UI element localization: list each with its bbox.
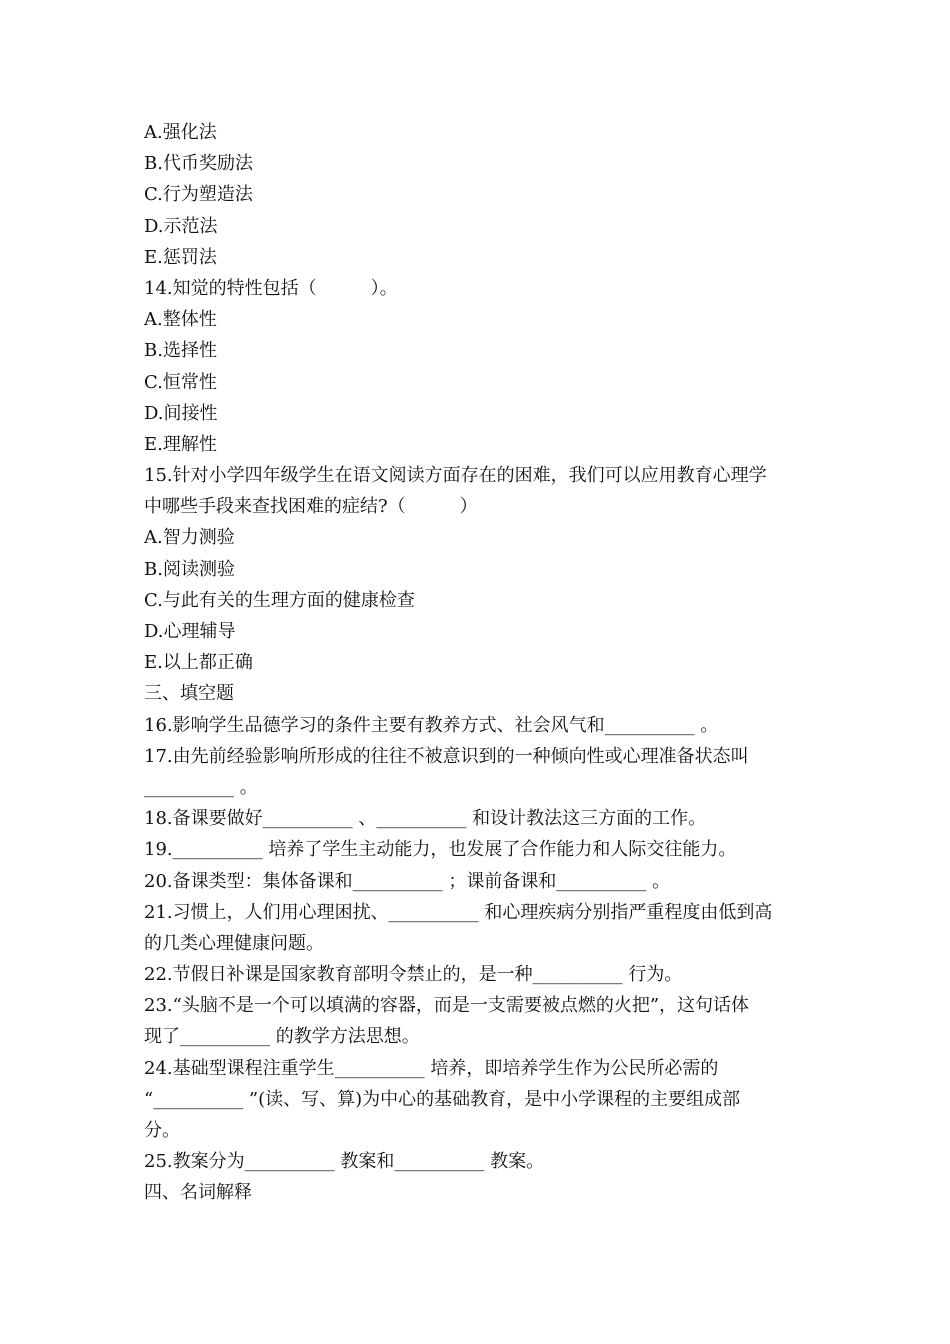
question-20: 20.备课类型：集体备课和__________ ；课前备课和__________ 。 — [144, 870, 671, 892]
question-15: 15.针对小学四年级学生在语文阅读方面存在的困难，我们可以应用教育心理学 中哪些手段来查找困难的症结?（ ） — [144, 465, 767, 518]
q14-option-c: C.恒常性 — [144, 371, 217, 393]
q15-option-a: A.智力测验 — [144, 527, 235, 549]
q15-option-d: D.心理辅导 — [144, 621, 236, 642]
q14-option-a: A.整体性 — [144, 309, 217, 331]
q13-option-c: C.行为塑造法 — [144, 184, 253, 206]
question-21: 21.习惯上，人们用心理困扰、__________ 和心理疾病分别指严重程度由低到高 的几类心理健康问题。 — [144, 901, 773, 954]
question-16: 16.影响学生品德学习的条件主要有教养方式、社会风气和__________ 。 — [144, 714, 719, 736]
question-19: 19.__________ 培养了学生主动能力，也发展了合作能力和人际交往能力。 — [144, 839, 737, 861]
section-heading-terms: 四、名词解释 — [144, 1182, 252, 1204]
question-22: 22.节假日补课是国家教育部明令禁止的，是一种__________ 行为。 — [144, 964, 683, 986]
page-content — [144, 117, 814, 1209]
q15-option-c: C.与此有关的生理方面的健康检查 — [144, 589, 415, 611]
q13-option-a: A.强化法 — [144, 122, 217, 143]
q14-option-b: B.选择性 — [144, 340, 217, 362]
q15-option-e: E.以上都正确 — [144, 652, 253, 674]
q13-option-b: B.代币奖励法 — [144, 153, 253, 175]
question-18: 18.备课要做好__________ 、__________ 和设计教法这三方面的工作。 — [144, 808, 707, 830]
q13-option-d: D.示范法 — [144, 215, 218, 237]
q13-option-e: E.惩罚法 — [144, 246, 217, 268]
question-14: 14.知觉的特性包括（ ）。 — [144, 277, 398, 299]
q14-option-d: D.间接性 — [144, 402, 218, 424]
question-23: 23.“头脑不是一个可以填满的容器，而是一支需要被点燃的火把”，这句话体 现了__________ 的教学方法思想。 — [144, 995, 750, 1048]
question-17: 17.由先前经验影响所形成的往往不被意识到的一种倾向性或心理准备状态叫 __________ 。 — [144, 745, 749, 798]
question-25: 25.教案分为__________ 教案和__________ 教案。 — [144, 1151, 545, 1173]
q14-option-e: E.理解性 — [144, 433, 217, 455]
section-heading-fill-in: 三、填空题 — [144, 683, 234, 705]
q15-option-b: B.阅读测验 — [144, 558, 235, 580]
question-24: 24.基础型课程注重学生__________ 培养，即培养学生作为公民所必需的 “__________ ”(读、写、算)为中心的基础教育，是中小学课程的主要组成部 分。 — [144, 1057, 741, 1141]
